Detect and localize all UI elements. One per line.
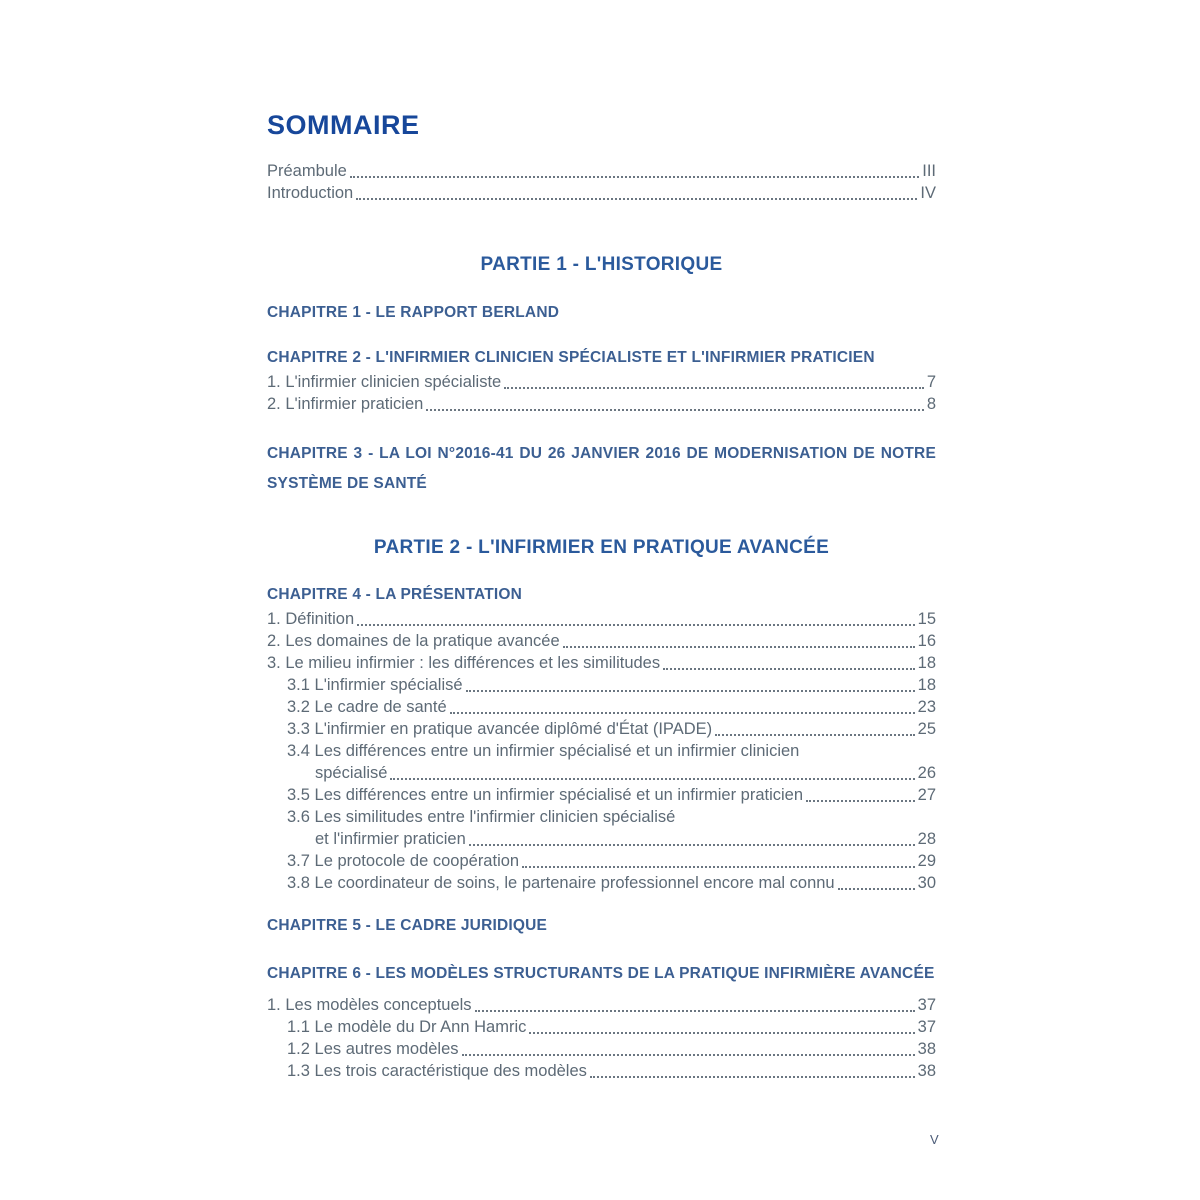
dot-leader xyxy=(563,646,915,648)
dot-leader xyxy=(504,387,924,389)
dot-leader xyxy=(663,668,915,670)
toc-entry-page: 8 xyxy=(926,395,936,413)
chapter2-entries xyxy=(267,371,936,415)
toc-entry-label: 1. L'infirmier clinicien spécialiste xyxy=(267,373,502,391)
toc-entry-label: 3.6 Les similitudes entre l'infirmier clinicien spécialisé xyxy=(287,808,676,826)
chapter2-heading: CHAPITRE 2 - L'INFIRMIER CLINICIEN SPÉCIALISTE ET L'INFIRMIER PRATICIEN xyxy=(267,349,875,366)
toc-entry xyxy=(267,850,936,872)
toc-entry xyxy=(267,1038,936,1060)
part1-heading: PARTIE 1 - L'HISTORIQUE xyxy=(480,254,723,275)
toc-entry xyxy=(267,182,936,204)
toc-entry-label: 3.1 L'infirmier spécialisé xyxy=(287,676,463,694)
toc-entry xyxy=(267,806,936,828)
toc-entry-label: 2. Les domaines de la pratique avancée xyxy=(267,632,560,650)
toc-entry-label: Introduction xyxy=(267,184,354,202)
toc-entry-page: 30 xyxy=(917,874,936,892)
toc-entry-page: 38 xyxy=(917,1040,936,1058)
toc-entry-label: 1.3 Les trois caractéristique des modèles xyxy=(287,1062,587,1080)
toc-entry-page: 28 xyxy=(917,830,936,848)
folio-page-number: V xyxy=(930,1132,939,1147)
dot-leader xyxy=(529,1032,914,1034)
dot-leader xyxy=(426,409,924,411)
toc-entry xyxy=(267,652,936,674)
toc-entry-label: et l'infirmier praticien xyxy=(315,830,466,848)
toc-entry xyxy=(267,718,936,740)
toc-entry-page: 25 xyxy=(917,720,936,738)
toc-entry xyxy=(267,1016,936,1038)
toc-entry-label: 3.3 L'infirmier en pratique avancée diplômé d'État (IPADE) xyxy=(287,720,713,738)
dot-leader xyxy=(475,1010,915,1012)
chapter6-heading: CHAPITRE 6 - LES MODÈLES STRUCTURANTS DE LA PRATIQUE INFIRMIÈRE AVANCÉE xyxy=(267,965,935,982)
toc-entry-label: 3.4 Les différences entre un infirmier spécialisé et un infirmier clinicien xyxy=(287,742,800,760)
toc-entry-page: 16 xyxy=(917,632,936,650)
toc-entry xyxy=(267,994,936,1016)
toc-entry xyxy=(267,696,936,718)
toc-entry-page: 18 xyxy=(917,654,936,672)
chapter5-heading: CHAPITRE 5 - LE CADRE JURIDIQUE xyxy=(267,917,548,934)
toc-entry-label: 1.1 Le modèle du Dr Ann Hamric xyxy=(287,1018,527,1036)
dot-leader xyxy=(590,1076,915,1078)
dot-leader xyxy=(350,176,919,178)
toc-entry-page: 18 xyxy=(917,676,936,694)
toc-entry-page: 29 xyxy=(917,852,936,870)
front-matter-list xyxy=(267,160,936,204)
dot-leader xyxy=(469,844,915,846)
toc-entry xyxy=(267,160,936,182)
toc-entry-label: 1. Définition xyxy=(267,610,355,628)
dot-leader xyxy=(466,690,915,692)
toc-content xyxy=(267,0,936,1082)
toc-entry-label: 1. Les modèles conceptuels xyxy=(267,996,472,1014)
toc-entry-continuation xyxy=(267,762,936,784)
toc-entry-page: 37 xyxy=(917,1018,936,1036)
toc-entry xyxy=(267,784,936,806)
toc-entry xyxy=(267,630,936,652)
toc-entry-page: 27 xyxy=(917,786,936,804)
toc-entry-page: 37 xyxy=(917,996,936,1014)
toc-entry-label: 3.7 Le protocole de coopération xyxy=(287,852,520,870)
chapter4-entries xyxy=(267,608,936,894)
toc-entry-label: 3.8 Le coordinateur de soins, le partenaire professionnel encore mal connu xyxy=(287,874,835,892)
dot-leader xyxy=(450,712,915,714)
toc-entry-page: 23 xyxy=(917,698,936,716)
toc-entry-label: 3.2 Le cadre de santé xyxy=(287,698,447,716)
toc-entry xyxy=(267,872,936,894)
toc-entry-page: 26 xyxy=(917,764,936,782)
dot-leader xyxy=(356,198,917,200)
dot-leader xyxy=(806,800,915,802)
dot-leader xyxy=(522,866,915,868)
toc-entry-label: 2. L'infirmier praticien xyxy=(267,395,424,413)
page-title: SOMMAIRE xyxy=(267,110,420,140)
toc-entry xyxy=(267,740,936,762)
toc-entry-page: 38 xyxy=(917,1062,936,1080)
toc-entry-page: 15 xyxy=(917,610,936,628)
chapter1-heading: CHAPITRE 1 - LE RAPPORT BERLAND xyxy=(267,304,560,321)
toc-entry-page: 7 xyxy=(926,373,936,391)
dot-leader xyxy=(838,888,915,890)
toc-entry xyxy=(267,371,936,393)
toc-entry-label: Préambule xyxy=(267,162,347,180)
dot-leader xyxy=(715,734,915,736)
toc-entry xyxy=(267,674,936,696)
toc-entry xyxy=(267,1060,936,1082)
chapter3-heading: CHAPITRE 3 - LA LOI N°2016-41 DU 26 JANVIER 2016 DE MODERNISATION DE NOTRE SYSTÈME DE SANTÉ xyxy=(267,445,936,492)
toc-entry-label: 3.5 Les différences entre un infirmier spécialisé et un infirmier praticien xyxy=(287,786,804,804)
toc-entry xyxy=(267,393,936,415)
toc-entry-label: spécialisé xyxy=(315,764,388,782)
part2-heading: PARTIE 2 - L'INFIRMIER EN PRATIQUE AVANCÉE xyxy=(373,537,830,558)
toc-entry-page: III xyxy=(922,162,936,180)
toc-entry-page: IV xyxy=(920,184,936,202)
toc-entry xyxy=(267,608,936,630)
toc-entry-label: 3. Le milieu infirmier : les différences et les similitudes xyxy=(267,654,661,672)
toc-entry-label: 1.2 Les autres modèles xyxy=(287,1040,459,1058)
chapter6-entries xyxy=(267,994,936,1082)
toc-entry-continuation xyxy=(267,828,936,850)
chapter4-heading: CHAPITRE 4 - LA PRÉSENTATION xyxy=(267,586,523,603)
dot-leader xyxy=(462,1054,915,1056)
dot-leader xyxy=(390,778,914,780)
dot-leader xyxy=(357,624,915,626)
